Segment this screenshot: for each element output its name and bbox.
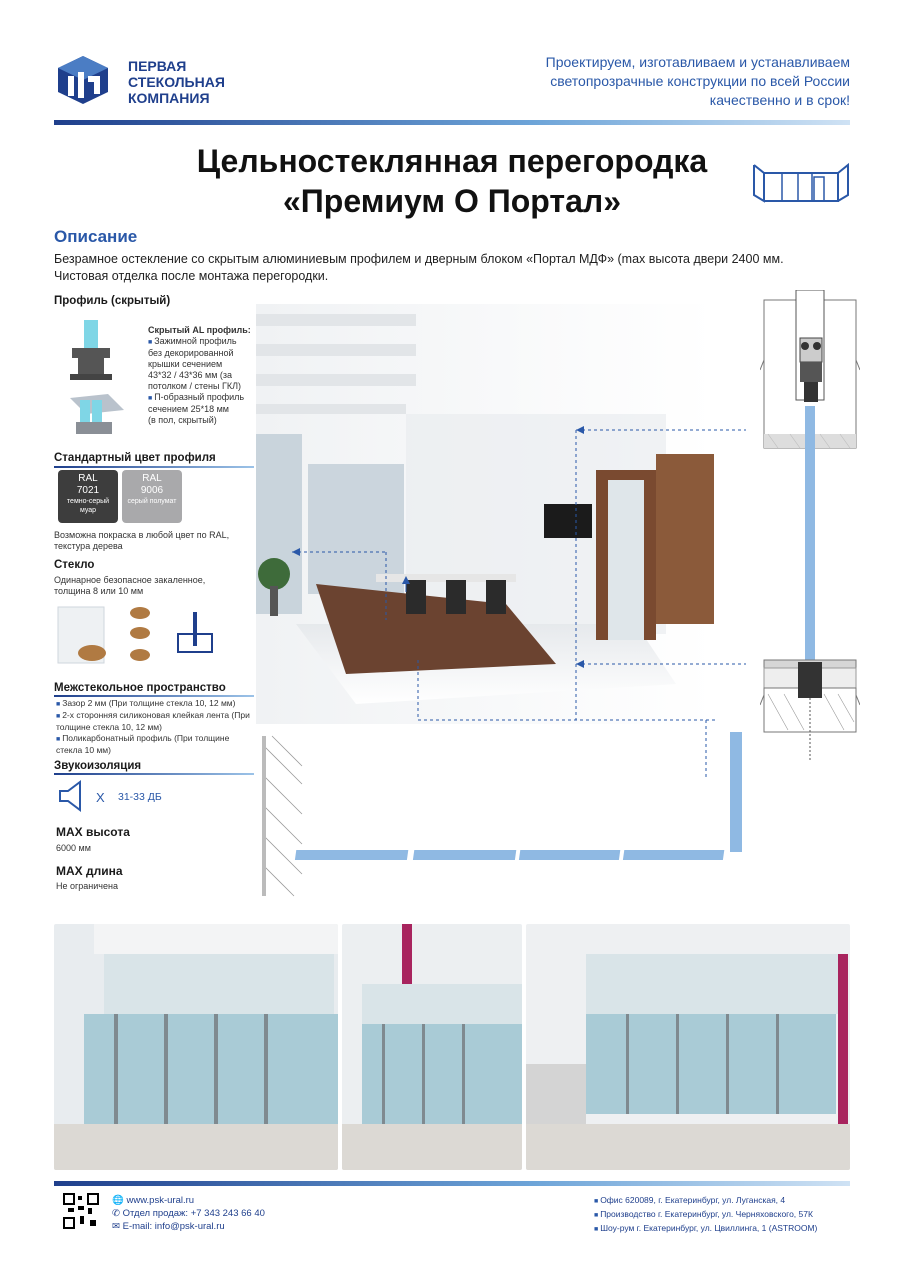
glass-profile-icon <box>176 610 214 654</box>
page-title: Цельностеклянная перегородка «Премиум О Портал» <box>196 143 708 219</box>
glass-heading: Стекло <box>54 559 95 571</box>
max-length-heading: MAX длина <box>56 864 123 878</box>
footer-divider <box>54 1181 850 1186</box>
website-link[interactable]: www.psk-ural.ru <box>126 1195 195 1206</box>
section-detail-diagram <box>760 290 860 760</box>
max-length-value: Не ограничена <box>56 881 118 891</box>
colors-divider <box>54 466 254 468</box>
ral-9006-swatch: RAL 9006 серый полумат <box>122 470 182 523</box>
description-heading: Описание <box>54 227 138 246</box>
gap-heading: Межстекольное пространство <box>54 682 226 694</box>
max-height-heading: MAX высота <box>56 825 130 839</box>
sound-heading: Звукоизоляция <box>54 760 142 772</box>
qr-code-icon <box>62 1192 100 1230</box>
globe-icon: 🌐 <box>112 1195 124 1206</box>
description-text: Безрамное остекление со скрытым алюминиевым профилем и дверным блоком «Портал МДФ» (max высота двери 2400 мм. Чистовая отделка после монтажа перегородки. <box>54 252 784 283</box>
phone-icon: ✆ <box>112 1208 120 1219</box>
photo-corridor-1 <box>54 924 338 1170</box>
footer-contacts <box>112 1194 362 1233</box>
sound-x: X <box>96 790 105 805</box>
gap-details: ■ Зазор 2 мм (При толщине стекла 10, 12 мм) ■ 2-х сторонняя силиконовая клейкая лента (При толщине стекла 10, 12 мм) ■ Поликарбонатный профиль (При толщине стекла 10 мм) <box>56 698 261 756</box>
colors-heading: Стандартный цвет профиля <box>54 452 216 464</box>
footer-addresses: ■ Офис 620089, г. Екатеринбург, ул. Луганская, 4 ■ Производство г. Екатеринбург, ул. Черняховского, 57К ■ Шоу-рум г. Екатеринбург, ул. Цвиллинга, 1 (ASTROOM) <box>594 1194 854 1236</box>
phone-number[interactable]: Отдел продаж: +7 343 243 66 40 <box>122 1208 265 1219</box>
profile-image <box>62 318 134 444</box>
photo-corridor-3 <box>526 924 850 1170</box>
max-height-value: 6000 мм <box>56 843 91 853</box>
partition-schematic-icon <box>752 155 850 207</box>
sound-value: 31-33 ДБ <box>118 791 162 803</box>
company-name: ПЕРВАЯ СТЕКОЛЬНАЯ КОМПАНИЯ <box>128 58 225 106</box>
plan-view-diagram <box>262 724 752 900</box>
tagline: Проектируем, изготавливаем и устанавливаем светопрозрачные конструкции по всей России качественно и в срок! <box>545 54 850 108</box>
glass-image <box>56 603 162 667</box>
sound-divider <box>54 773 254 775</box>
colors-note: Возможна покраска в любой цвет по RAL, текстура дерева <box>54 530 230 551</box>
gap-divider <box>54 695 254 697</box>
header <box>0 0 904 125</box>
speaker-mute-icon <box>58 780 92 812</box>
mail-icon: ✉ <box>112 1221 120 1232</box>
profile-heading: Профиль (скрытый) <box>54 295 171 307</box>
photo-corridor-2 <box>342 924 522 1170</box>
header-divider <box>54 120 850 125</box>
email-link[interactable]: E-mail: info@psk-ural.ru <box>122 1221 225 1232</box>
logo-cube-icon <box>54 54 112 104</box>
ral-7021-swatch: RAL 7021 темно-серый муар <box>58 470 118 523</box>
profile-details: Скрытый AL профиль: ■ Зажимной профиль без декорированной крышки сечением 43*32 / 43*36 мм (за потолком / стены ГКЛ) ■ П-образный профиль сечением 25*18 мм (в пол, скрытый) <box>148 325 258 426</box>
glass-text: Одинарное безопасное закаленное, толщина 8 или 10 мм <box>54 575 206 596</box>
